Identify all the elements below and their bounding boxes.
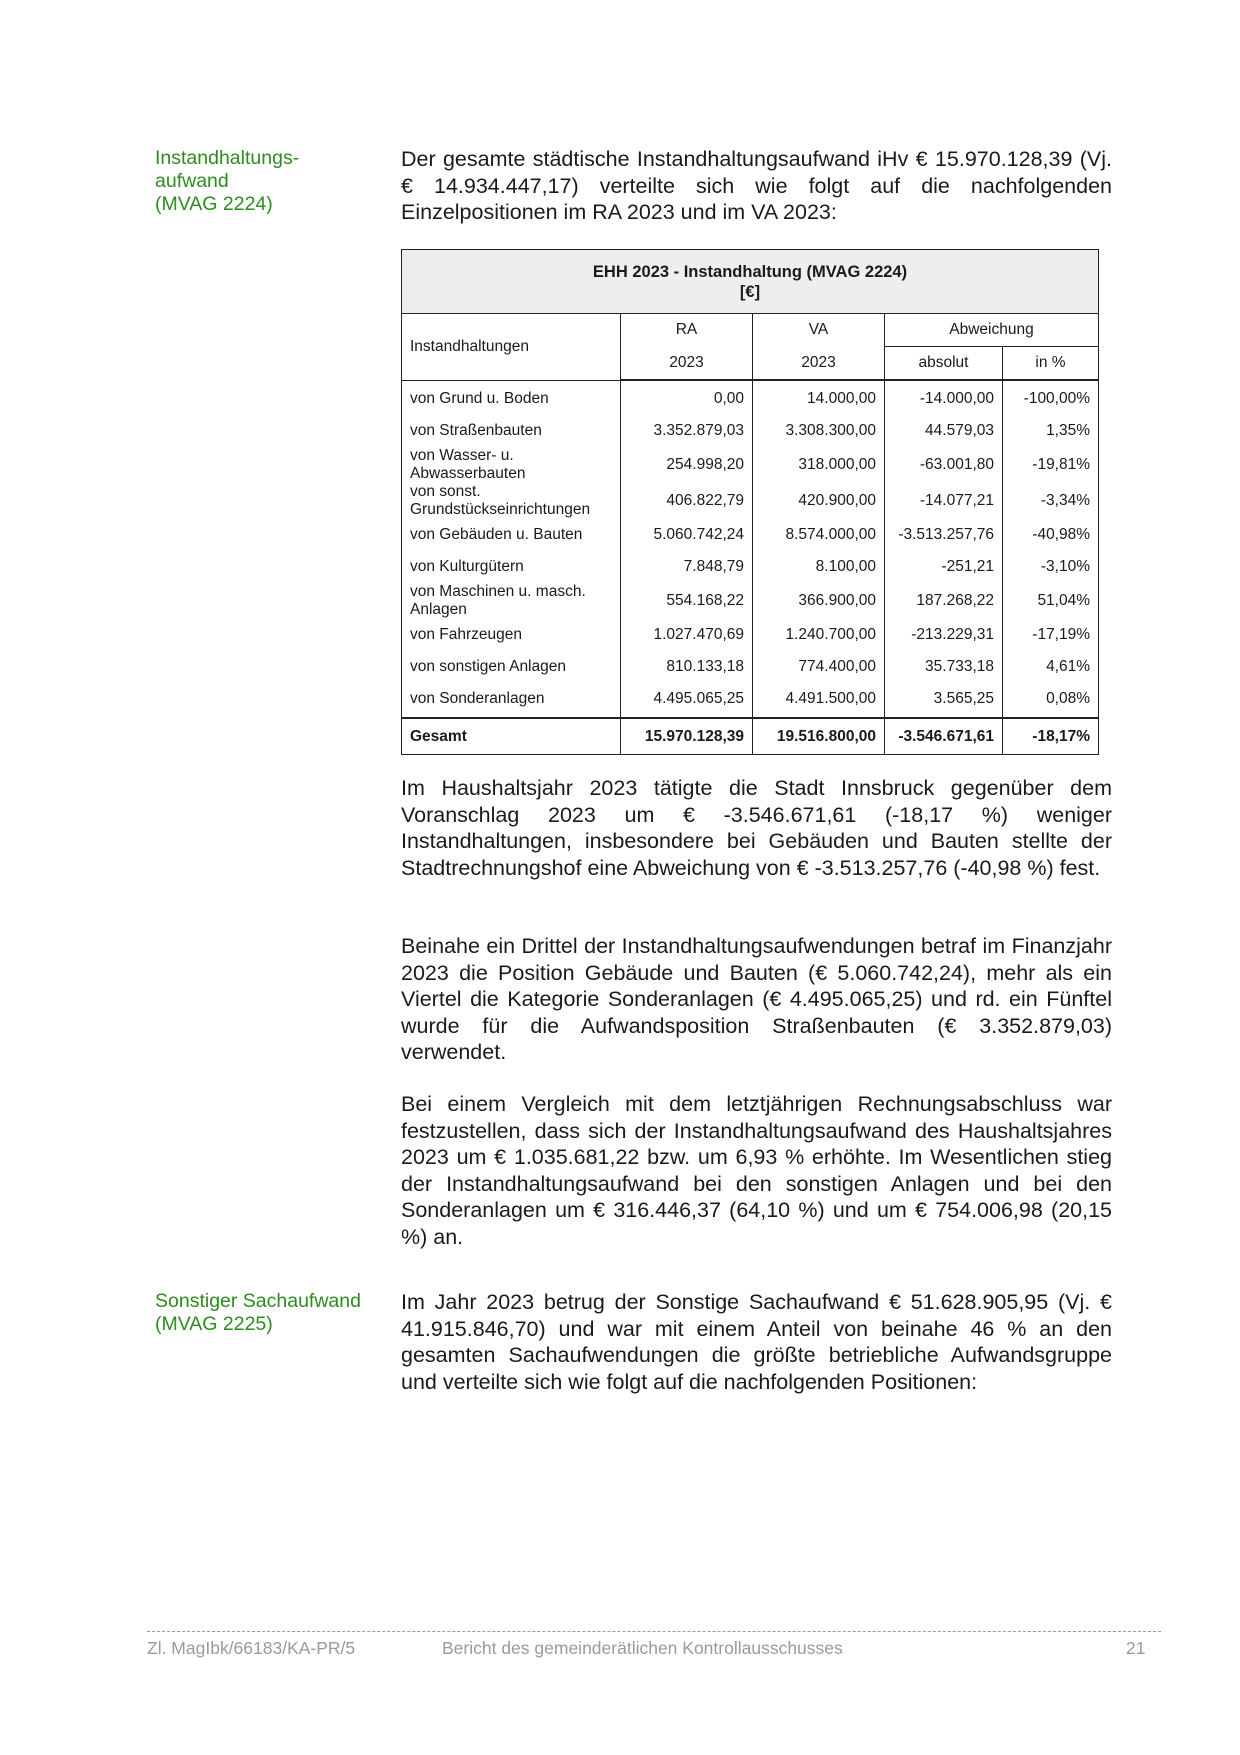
cell-pct: -100,00% <box>1003 380 1099 415</box>
column-header-ra: RA <box>621 314 753 347</box>
cell-va: 4.491.500,00 <box>753 683 885 718</box>
cell-abs: -14.077,21 <box>885 483 1003 519</box>
cell-abs: -14.000,00 <box>885 380 1003 415</box>
cell-label: von Wasser- u. Abwasserbauten <box>402 447 621 483</box>
cell-ra: 554.168,22 <box>621 583 753 619</box>
column-header-abweichung: Abweichung <box>885 314 1099 347</box>
table-row <box>402 380 1099 415</box>
instandhaltung-table <box>401 249 1099 755</box>
sidebar-heading-line: Sonstiger Sachaufwand <box>155 1290 361 1312</box>
table-row <box>402 447 1099 483</box>
paragraph-sachaufwand: Im Jahr 2023 betrug der Sonstige Sachaufwand € 51.628.905,95 (Vj. € 41.915.846,70) und war mit einem Anteil von beinahe 46 % an den gesamten Sachaufwendungen die größte betriebliche Aufwandsgruppe und verteilte sich wie folgt auf die nachfolgenden Positionen: <box>401 1290 1112 1394</box>
sidebar-heading-instandhaltung <box>155 147 299 216</box>
cell-label: von Fahrzeugen <box>402 619 621 651</box>
page-number: 21 <box>1126 1638 1146 1658</box>
column-header-instandhaltungen: Instandhaltungen <box>402 314 621 381</box>
column-header-va: VA <box>753 314 885 347</box>
table-row <box>402 415 1099 447</box>
cell-pct: -19,81% <box>1003 447 1099 483</box>
table-row <box>402 619 1099 651</box>
cell-pct: 1,35% <box>1003 415 1099 447</box>
cell-pct: 0,08% <box>1003 683 1099 718</box>
total-abs: -3.546.671,61 <box>885 718 1003 755</box>
sidebar-heading-sachaufwand <box>155 1290 361 1336</box>
cell-pct: -17,19% <box>1003 619 1099 651</box>
cell-label: von Straßenbauten <box>402 415 621 447</box>
table-row <box>402 683 1099 718</box>
cell-abs: 44.579,03 <box>885 415 1003 447</box>
footer-divider <box>147 1631 1161 1632</box>
cell-va: 8.100,00 <box>753 551 885 583</box>
column-header-absolut: absolut <box>885 347 1003 381</box>
table-row <box>402 483 1099 519</box>
cell-label: von Gebäuden u. Bauten <box>402 519 621 551</box>
sidebar-heading-line: (MVAG 2224) <box>155 193 273 215</box>
cell-va: 774.400,00 <box>753 651 885 683</box>
cell-label: von Kulturgütern <box>402 551 621 583</box>
footer-title: Bericht des gemeinderätlichen Kontrollausschusses <box>442 1638 843 1658</box>
cell-va: 420.900,00 <box>753 483 885 519</box>
total-label: Gesamt <box>402 718 621 755</box>
table-title <box>402 250 1099 314</box>
cell-pct: 4,61% <box>1003 651 1099 683</box>
table-title-line2: [€] <box>739 282 761 301</box>
table-row <box>402 519 1099 551</box>
cell-label: von Grund u. Boden <box>402 380 621 415</box>
total-va: 19.516.800,00 <box>753 718 885 755</box>
cell-va: 14.000,00 <box>753 380 885 415</box>
total-ra: 15.970.128,39 <box>621 718 753 755</box>
column-header-va-year: 2023 <box>753 347 885 381</box>
cell-pct: -3,10% <box>1003 551 1099 583</box>
cell-pct: -3,34% <box>1003 483 1099 519</box>
paragraph-abweichung: Im Haushaltsjahr 2023 tätigte die Stadt Innsbruck gegenüber dem Voranschlag 2023 um € -3.546.671,61 (-18,17 %) weniger Instandhaltungen, insbesondere bei Gebäuden und Bauten stellte der Stadtrechnungshof eine Abweichung von € -3.513.257,76 (-40,98 %) fest. <box>401 776 1112 880</box>
cell-ra: 7.848,79 <box>621 551 753 583</box>
cell-ra: 1.027.470,69 <box>621 619 753 651</box>
cell-abs: -3.513.257,76 <box>885 519 1003 551</box>
cell-label: von Maschinen u. masch. Anlagen <box>402 583 621 619</box>
cell-label: von Sonderanlagen <box>402 683 621 718</box>
cell-ra: 0,00 <box>621 380 753 415</box>
cell-abs: -251,21 <box>885 551 1003 583</box>
cell-va: 1.240.700,00 <box>753 619 885 651</box>
sidebar-heading-line: (MVAG 2225) <box>155 1313 273 1335</box>
cell-ra: 3.352.879,03 <box>621 415 753 447</box>
cell-ra: 254.998,20 <box>621 447 753 483</box>
paragraph-intro: Der gesamte städtische Instandhaltungsaufwand iHv € 15.970.128,39 (Vj. € 14.934.447,17) verteilte sich wie folgt auf die nachfolgenden Einzelpositionen im RA 2023 und im VA 2023: <box>401 147 1112 224</box>
cell-va: 8.574.000,00 <box>753 519 885 551</box>
table-row <box>402 551 1099 583</box>
sidebar-heading-line: aufwand <box>155 170 229 192</box>
column-header-in-pct: in % <box>1003 347 1099 381</box>
cell-abs: -63.001,80 <box>885 447 1003 483</box>
table-total-row <box>402 718 1099 755</box>
footer-reference: Zl. MagIbk/66183/KA-PR/5 <box>147 1638 356 1658</box>
table-title-line1: EHH 2023 - Instandhaltung (MVAG 2224) <box>592 262 908 281</box>
table-row <box>402 651 1099 683</box>
paragraph-anteile: Beinahe ein Drittel der Instandhaltungsaufwendungen betraf im Finanzjahr 2023 die Position Gebäude und Bauten (€ 5.060.742,24), mehr als ein Viertel die Kategorie Sonderanlagen (€ 4.495.065,25) und rd. ein Fünftel wurde für die Aufwandsposition Straßenbauten (€ 3.352.879,03) verwendet. <box>401 934 1112 1064</box>
cell-label: von sonst. Grundstückseinrichtungen <box>402 483 621 519</box>
cell-pct: -40,98% <box>1003 519 1099 551</box>
paragraph-vergleich: Bei einem Vergleich mit dem letztjährigen Rechnungsabschluss war festzustellen, dass sich der Instandhaltungsaufwand des Haushaltsjahres 2023 um € 1.035.681,22 bzw. um 6,93 % erhöhte. Im Wesentlichen stieg der Instandhaltungsaufwand bei den sonstigen Anlagen und bei den Sonderanlagen um € 316.446,37 (64,10 %) und um € 754.006,98 (20,15 %) an. <box>401 1092 1112 1249</box>
cell-ra: 5.060.742,24 <box>621 519 753 551</box>
cell-va: 318.000,00 <box>753 447 885 483</box>
cell-abs: 187.268,22 <box>885 583 1003 619</box>
cell-va: 366.900,00 <box>753 583 885 619</box>
cell-abs: 3.565,25 <box>885 683 1003 718</box>
total-pct: -18,17% <box>1003 718 1099 755</box>
table-row <box>402 583 1099 619</box>
cell-ra: 4.495.065,25 <box>621 683 753 718</box>
cell-abs: 35.733,18 <box>885 651 1003 683</box>
cell-pct: 51,04% <box>1003 583 1099 619</box>
sidebar-heading-line: Instandhaltungs- <box>155 147 300 169</box>
cell-ra: 810.133,18 <box>621 651 753 683</box>
cell-label: von sonstigen Anlagen <box>402 651 621 683</box>
cell-va: 3.308.300,00 <box>753 415 885 447</box>
cell-ra: 406.822,79 <box>621 483 753 519</box>
column-header-ra-year: 2023 <box>621 347 753 381</box>
cell-abs: -213.229,31 <box>885 619 1003 651</box>
